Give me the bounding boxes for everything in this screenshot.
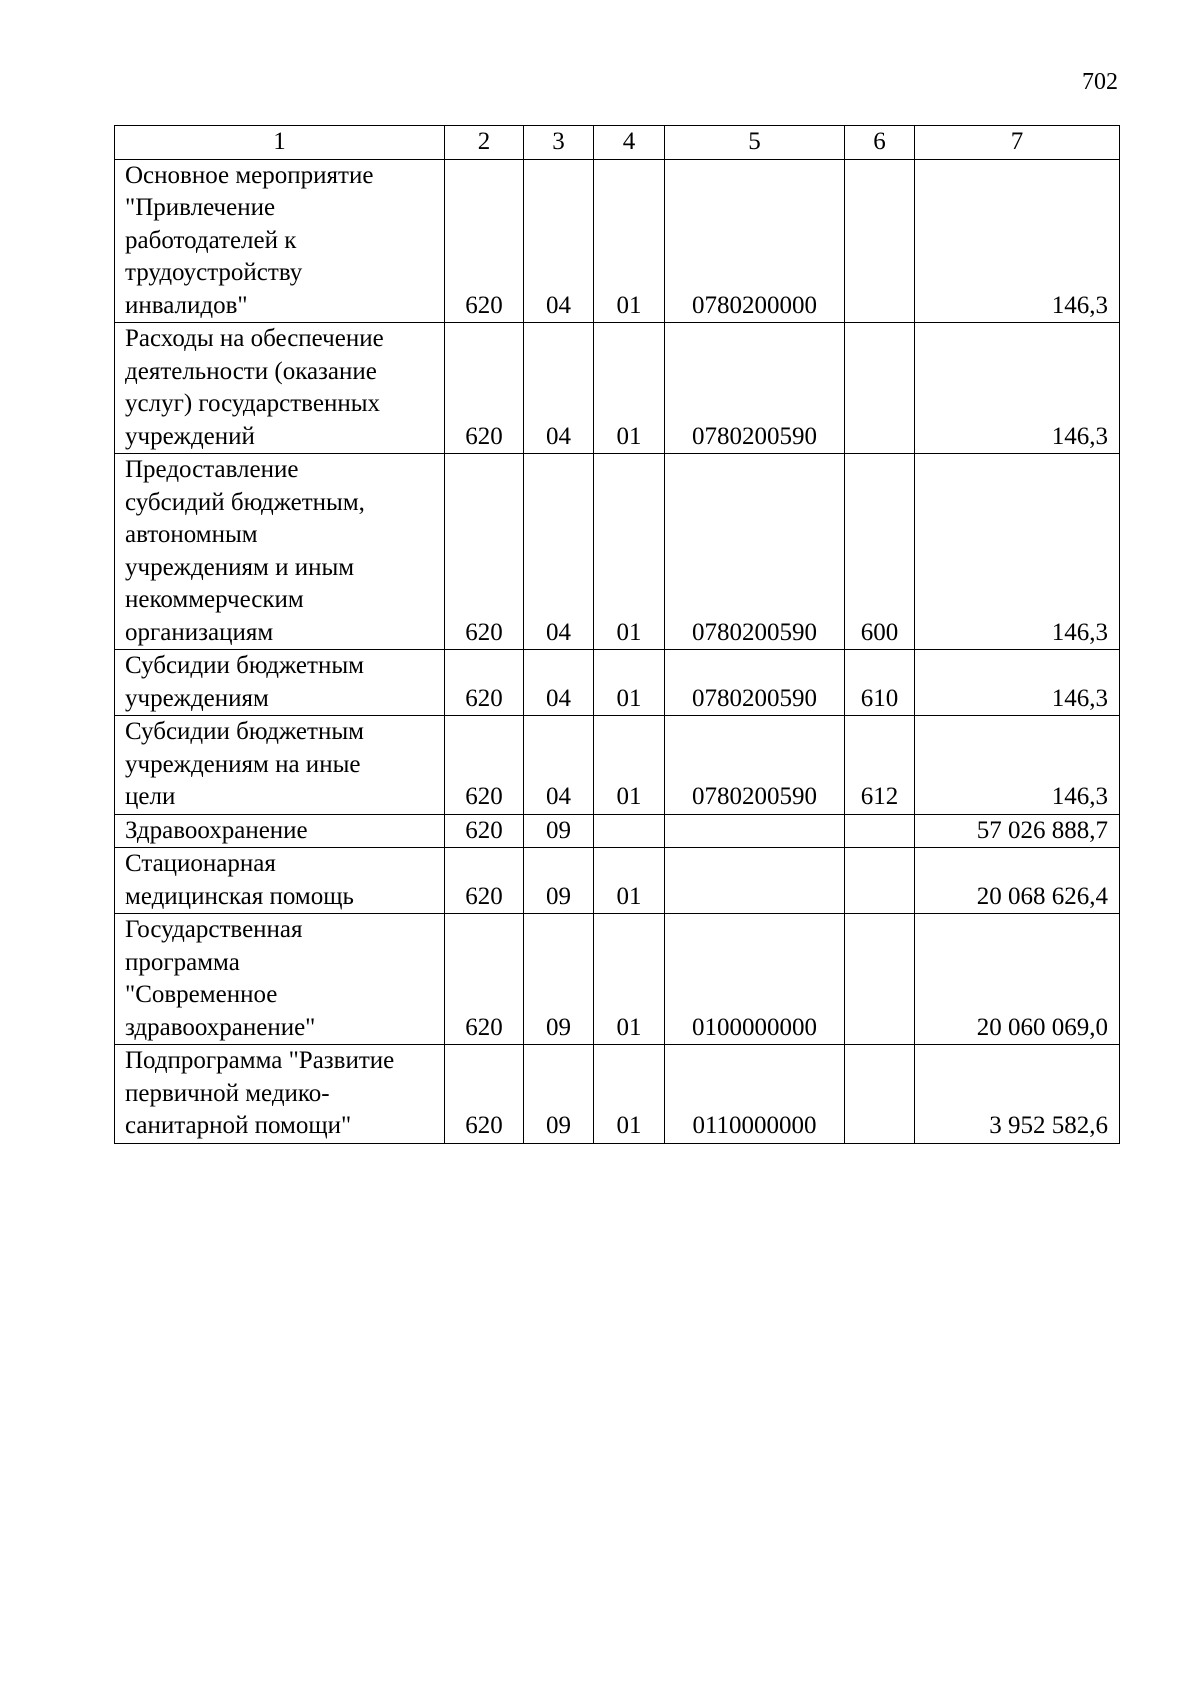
item-name-line: учреждениям — [125, 684, 269, 712]
code-6-cell — [845, 848, 915, 914]
table-body — [115, 159, 1120, 1143]
code-4-cell: 01 — [594, 650, 665, 716]
code-6-cell: 612 — [845, 716, 915, 815]
item-name-line: Здравоохранение — [125, 816, 308, 844]
item-name-line: медицинская помощь — [125, 882, 354, 910]
code-5-cell: 0780200590 — [665, 650, 845, 716]
amount-cell: 20 068 626,4 — [915, 848, 1120, 914]
code-5-cell — [665, 848, 845, 914]
column-header-2: 2 — [445, 126, 524, 160]
code-4-cell: 01 — [594, 848, 665, 914]
table-row — [115, 159, 1120, 323]
column-header-3: 3 — [524, 126, 594, 160]
code-4-cell — [594, 814, 665, 848]
item-name-line: Субсидии бюджетным — [125, 718, 364, 745]
code-5-cell: 0780200590 — [665, 716, 845, 815]
item-name-line: некоммерческим — [125, 586, 304, 613]
item-name-line: организациям — [125, 618, 274, 646]
table-row — [115, 814, 1120, 848]
code-2-cell: 620 — [445, 814, 524, 848]
table-row — [115, 848, 1120, 914]
code-6-cell — [845, 159, 915, 323]
item-name-line: Субсидии бюджетным — [125, 652, 364, 679]
table-row — [115, 650, 1120, 716]
item-name-line: программа — [125, 948, 240, 976]
item-name-line: здравоохранение" — [125, 1013, 316, 1041]
item-name-line: Предоставление — [125, 456, 299, 483]
column-header-7: 7 — [915, 126, 1120, 160]
item-name-line: санитарной помощи" — [125, 1112, 352, 1139]
amount-cell: 146,3 — [915, 650, 1120, 716]
code-3-cell: 04 — [524, 454, 594, 650]
code-3-cell: 04 — [524, 159, 594, 323]
item-name-line: учреждениям на иные — [125, 750, 361, 778]
item-name-cell — [115, 1045, 445, 1144]
code-2-cell: 620 — [445, 159, 524, 323]
table-row — [115, 323, 1120, 454]
amount-cell: 146,3 — [915, 323, 1120, 454]
table-row — [115, 914, 1120, 1045]
table-header-row — [115, 126, 1120, 160]
item-name-line: учреждений — [125, 422, 255, 450]
code-4-cell: 01 — [594, 1045, 665, 1144]
item-name-cell — [115, 848, 445, 914]
code-5-cell: 0100000000 — [665, 914, 845, 1045]
code-4-cell: 01 — [594, 914, 665, 1045]
page-number: 702 — [1082, 69, 1118, 95]
item-name-line: автономным — [125, 521, 258, 548]
code-2-cell: 620 — [445, 323, 524, 454]
item-name-line: трудоустройству — [125, 259, 303, 286]
table-row — [115, 1045, 1120, 1144]
item-name-line: инвалидов" — [125, 291, 248, 319]
code-2-cell: 620 — [445, 650, 524, 716]
code-3-cell: 04 — [524, 716, 594, 815]
code-2-cell: 620 — [445, 848, 524, 914]
code-6-cell — [845, 323, 915, 454]
item-name-line: первичной медико- — [125, 1079, 330, 1107]
item-name-line: деятельности (оказание — [125, 357, 377, 385]
amount-cell: 146,3 — [915, 159, 1120, 323]
code-6-cell — [845, 814, 915, 848]
column-header-5: 5 — [665, 126, 845, 160]
column-header-6: 6 — [845, 126, 915, 160]
code-2-cell: 620 — [445, 716, 524, 815]
item-name-line: учреждениям и иным — [125, 553, 355, 581]
item-name-cell — [115, 323, 445, 454]
amount-cell: 57 026 888,7 — [915, 814, 1120, 848]
code-5-cell — [665, 814, 845, 848]
amount-cell: 146,3 — [915, 454, 1120, 650]
code-5-cell: 0780200000 — [665, 159, 845, 323]
code-3-cell: 04 — [524, 650, 594, 716]
item-name-line: "Привлечение — [125, 194, 276, 221]
item-name-line: услуг) государственных — [125, 390, 380, 417]
amount-cell: 146,3 — [915, 716, 1120, 815]
item-name-line: Подпрограмма "Развитие — [125, 1047, 395, 1074]
code-2-cell: 620 — [445, 914, 524, 1045]
item-name-line: Государственная — [125, 916, 303, 943]
item-name-line: работодателей к — [125, 226, 297, 254]
item-name-cell — [115, 914, 445, 1045]
item-name-line: Расходы на обеспечение — [125, 325, 384, 352]
code-6-cell — [845, 1045, 915, 1144]
code-3-cell: 09 — [524, 814, 594, 848]
item-name-cell — [115, 159, 445, 323]
code-4-cell: 01 — [594, 454, 665, 650]
item-name-cell — [115, 814, 445, 848]
budget-table — [114, 125, 1120, 1144]
code-6-cell: 610 — [845, 650, 915, 716]
code-6-cell — [845, 914, 915, 1045]
code-2-cell: 620 — [445, 1045, 524, 1144]
item-name-line: Стационарная — [125, 850, 276, 877]
item-name-line: "Современное — [125, 981, 278, 1008]
item-name-line: субсидий бюджетным, — [125, 488, 365, 516]
item-name-line: цели — [125, 783, 176, 810]
amount-cell: 20 060 069,0 — [915, 914, 1120, 1045]
item-name-cell — [115, 650, 445, 716]
column-header-1: 1 — [115, 126, 445, 160]
code-5-cell: 0780200590 — [665, 323, 845, 454]
code-4-cell: 01 — [594, 159, 665, 323]
table-row — [115, 716, 1120, 815]
table-row — [115, 454, 1120, 650]
code-4-cell: 01 — [594, 716, 665, 815]
item-name-cell — [115, 716, 445, 815]
code-3-cell: 09 — [524, 1045, 594, 1144]
code-2-cell: 620 — [445, 454, 524, 650]
code-4-cell: 01 — [594, 323, 665, 454]
item-name-cell — [115, 454, 445, 650]
item-name-line: Основное мероприятие — [125, 161, 374, 189]
code-3-cell: 09 — [524, 848, 594, 914]
code-3-cell: 04 — [524, 323, 594, 454]
code-3-cell: 09 — [524, 914, 594, 1045]
code-6-cell: 600 — [845, 454, 915, 650]
code-5-cell: 0110000000 — [665, 1045, 845, 1144]
code-5-cell: 0780200590 — [665, 454, 845, 650]
column-header-4: 4 — [594, 126, 665, 160]
amount-cell: 3 952 582,6 — [915, 1045, 1120, 1144]
